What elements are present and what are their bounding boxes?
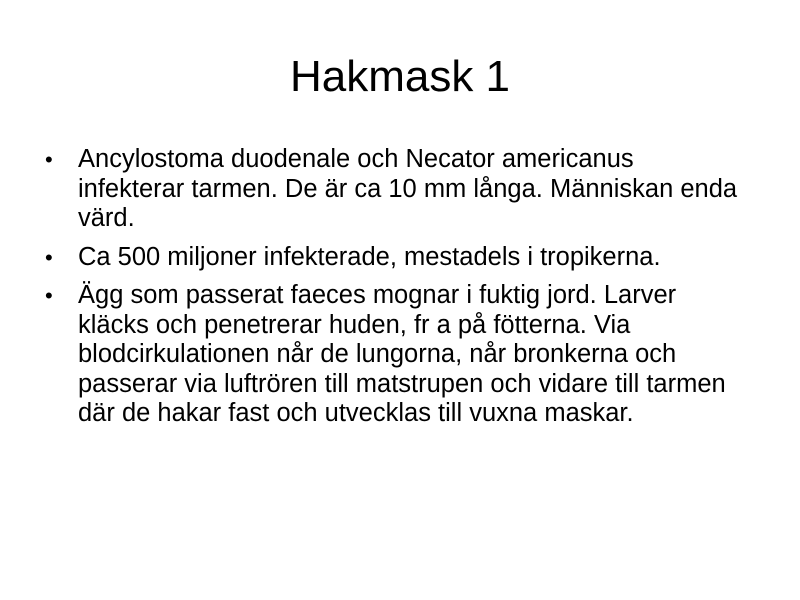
bullet-text: Ca 500 miljoner infekterade, mestadels i tropikerna.: [78, 242, 661, 271]
bullet-text: Ancylostoma duodenale och Necator americanus infekterar tarmen. De är ca 10 mm långa. Människan enda värd.: [78, 145, 738, 232]
bullet-item: [40, 145, 740, 234]
slide-title: Hakmask 1: [289, 52, 511, 101]
bullet-dot-icon: •: [45, 244, 53, 270]
bullet-item: [40, 243, 740, 273]
bullet-item: [40, 281, 740, 429]
bullet-dot-icon: •: [45, 147, 53, 172]
bullet-text: Ägg som passerat faeces mognar i fuktig jord. Larver kläcks och penetrerar huden, fr a på fötterna. Via blodcirkulationen når de lungorna, når bronkerna och passerar via luftrören till matstrupen och vidare till tarmen där de hakar fast och utvecklas till vuxna maskar.: [78, 281, 726, 427]
bullet-dot-icon: •: [45, 283, 53, 308]
bullet-list: [40, 145, 740, 438]
